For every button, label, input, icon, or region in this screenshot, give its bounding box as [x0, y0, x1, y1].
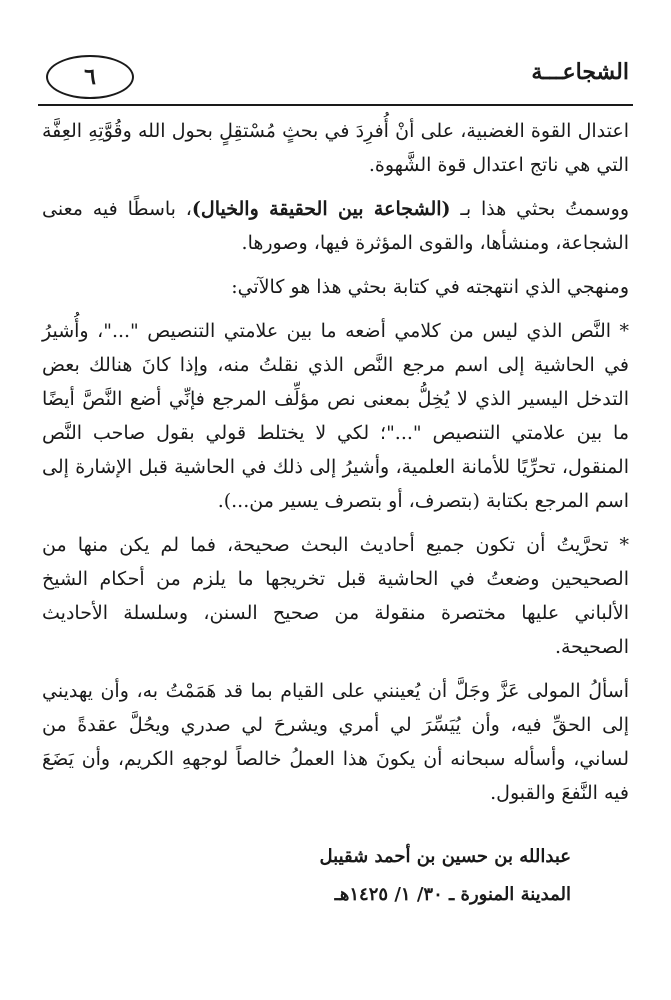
- signature-block: [320, 838, 571, 914]
- paragraph-2-rest: ، باسطًا فيه معنى الشجاعة، ومنشأها، والقوى المؤثرة فيها، وصورها.: [42, 198, 629, 254]
- paragraph-4: * النَّص الذي ليس من كلامي أضعه ما بين علامتي التنصيص "..."، وأُشيرُ في الحاشية إلى اسم مرجع النَّص الذي نقلتُ منه، وإذا كانَ هنالك بعض التدخل اليسير الذي لا يُخِلُّ بمعنى نص مؤلِّف المرجع فإنِّي أضع النَّصَّ أيضًا ما بين علامتي التنصيص "..."؛ لكي لا يختلط قولي بقول صاحب النَّص المنقول، تحرِّيًا للأمانة العلمية، وأشيرُ إلى ذلك في الحاشية قبل الإشارة إلى اسم المرجع بكتابة (بتصرف، أو بتصرف يسير من...).: [42, 320, 629, 512]
- page-header: [38, 55, 633, 99]
- paragraph-5: * تحرَّيتُ أن تكون جميع أحاديث البحث صحيحة، فما لم يكن منها من الصحيحين وضعتُ في الحاشية قبل تخريجها ما يلزم من أحكام الشيخ الألباني عليها مختصرة منقولة من صحيح السنن، وسلسلة الأحاديث الصحيحة.: [42, 534, 629, 658]
- author-name: عبدالله بن حسين بن أحمد شقيبل: [319, 846, 571, 867]
- paragraph-2: [42, 192, 629, 260]
- paragraph-1: اعتدال القوة الغضبية، على أنْ أُفرِدَ في بحثٍ مُسْتقِلٍ بحول الله وقُوَّتِهِ العِفَّة التي هي ناتج اعتدال قوة الشَّهوة.: [42, 120, 629, 176]
- page-number: ٦: [84, 64, 96, 90]
- paragraph-2-lead: ووسمتُ بحثي هذا بـ: [450, 198, 629, 220]
- body-text: [42, 114, 629, 820]
- paragraph-6: أسألُ المولى عَزَّ وجَلَّ أن يُعينني على القيام بما قد هَمَمْتُ به، وأن يهديني إلى الحقِّ فيه، وأن يُيَسِّرَ لي أمري ويشرحَ لي صدري ويحُلَّ عقدةً من لساني، وأسأله سبحانه أن يكونَ هذا العملُ خالصاً لوجههِ الكريم، وأن يَضَعَ فيه النَّفعَ والقبول.: [42, 680, 630, 804]
- research-title: (الشجاعة بين الحقيقة والخيال): [191, 198, 451, 220]
- header-divider: [38, 104, 633, 106]
- place-date: المدينة المنورة ـ ٣٠/ ١/ ١٤٢٥هـ: [334, 884, 571, 905]
- paragraph-3: ومنهجي الذي انتهجته في كتابة بحثي هذا هو كالآتي:: [231, 276, 629, 298]
- running-title: الشجاعـــة: [531, 59, 629, 85]
- page-number-badge: [46, 55, 134, 99]
